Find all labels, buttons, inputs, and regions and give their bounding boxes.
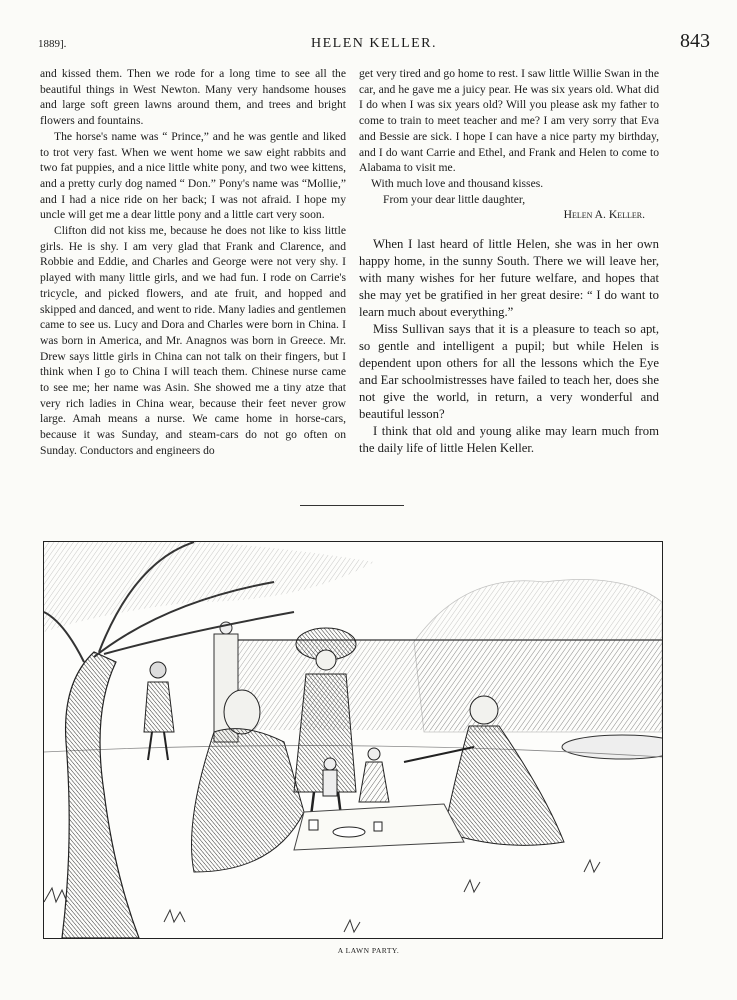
header-date: 1889]. bbox=[38, 38, 67, 50]
letter-closing: With much love and thousand kisses. bbox=[371, 176, 544, 190]
right-column-article bbox=[359, 236, 659, 457]
lawn-party-illustration bbox=[43, 541, 663, 939]
left-paragraph-1: and kissed them. Then we rode for a long time to see all the beautiful things in West Newton. Many very handsome houses and large soft green lawns around them, and trees and bright flowers and fountains. bbox=[40, 67, 346, 128]
running-header bbox=[38, 30, 710, 56]
right-column-letter bbox=[359, 66, 659, 223]
shrubbery bbox=[414, 580, 662, 733]
tree-trunk bbox=[62, 652, 139, 938]
illustration-caption: A LAWN PARTY. bbox=[337, 946, 400, 955]
left-paragraph-3: Clifton did not kiss me, because he does not like to kiss little girls. He is shy. I am very glad that Frank and Clarence, and Robbie and Eddie, and Charles and George were not very shy. I played with many little girls, and we had fun. I rode on Carrie's tricycle, and picked flowers, and ate fruit, and hopped and skipped and danced, and went to ride. Many ladies and gentlemen came to see us. Lucy and Dora and Charles were born in China. I was born in America, and Mr. Anagnos was born in Greece. Mr. Drew says little girls in China can not talk on their fingers, but I think when I go to China I will teach them. Chinese nurse came to see me; her name was Asin. She showed me a tiny atze that very rich ladies in China wear, because their feet never grow large. Amah means a nurse. We came home in horse-cars, because it was Sunday, and steam-cars do not go often on Sunday. Conductors and engineers do bbox=[40, 224, 346, 457]
fountain-basin bbox=[562, 735, 662, 759]
illustration-drawing bbox=[44, 542, 662, 938]
page-number: 843 bbox=[680, 30, 710, 52]
article-paragraph-3: I think that old and young alike may learn much from the daily life of little Helen Keller. bbox=[359, 424, 659, 455]
letter-from: From your dear little daughter, bbox=[383, 192, 526, 206]
letter-signature: Helen A. Keller. bbox=[563, 208, 645, 222]
header-title: HELEN KELLER. bbox=[310, 36, 438, 51]
article-paragraph-1: When I last heard of little Helen, she was in her own happy home, in the sunny South. There we will leave her, with many wishes for her future welfare, and hopes that she may yet be gratified in her great desire: “ I do want to learn much about everything.” bbox=[359, 237, 659, 319]
section-divider bbox=[300, 505, 404, 506]
article-paragraph-2: Miss Sullivan says that it is a pleasure to teach so apt, so gentle and intelligent a pupil; but while Helen is dependent upon others for all the lessons which the Eye and Ear schoolmistresses have failed to teach her, does she not give the world, in return, a very wonderful and beautiful lesson? bbox=[359, 322, 659, 421]
left-column bbox=[40, 66, 346, 459]
letter-paragraph: get very tired and go home to rest. I saw little Willie Swan in the car, and he gave me a juicy pear. He was six years old. What did I do when I was six years old? Will you please ask my father to come to train to meet teacher and me? I am very sorry that Eva and Bessie are sick. I hope I can have a nice party my birthday, and I do want Carrie and Ethel, and Frank and Helen to come to Alabama to visit me. bbox=[359, 67, 659, 175]
left-paragraph-2: The horse's name was “ Prince,” and he was gentle and liked to trot very fast. When we went home we saw eight rabbits and two fat puppies, and a nice little white pony, and two wee kittens, and a pretty curly dog named “ Don.” Pony's name was “Mollie,” and I had a nice ride on her back; I was not afraid. I hope my uncle will get me a dear little pony and a little cart very soon. bbox=[40, 129, 346, 222]
girl-background bbox=[144, 662, 174, 760]
